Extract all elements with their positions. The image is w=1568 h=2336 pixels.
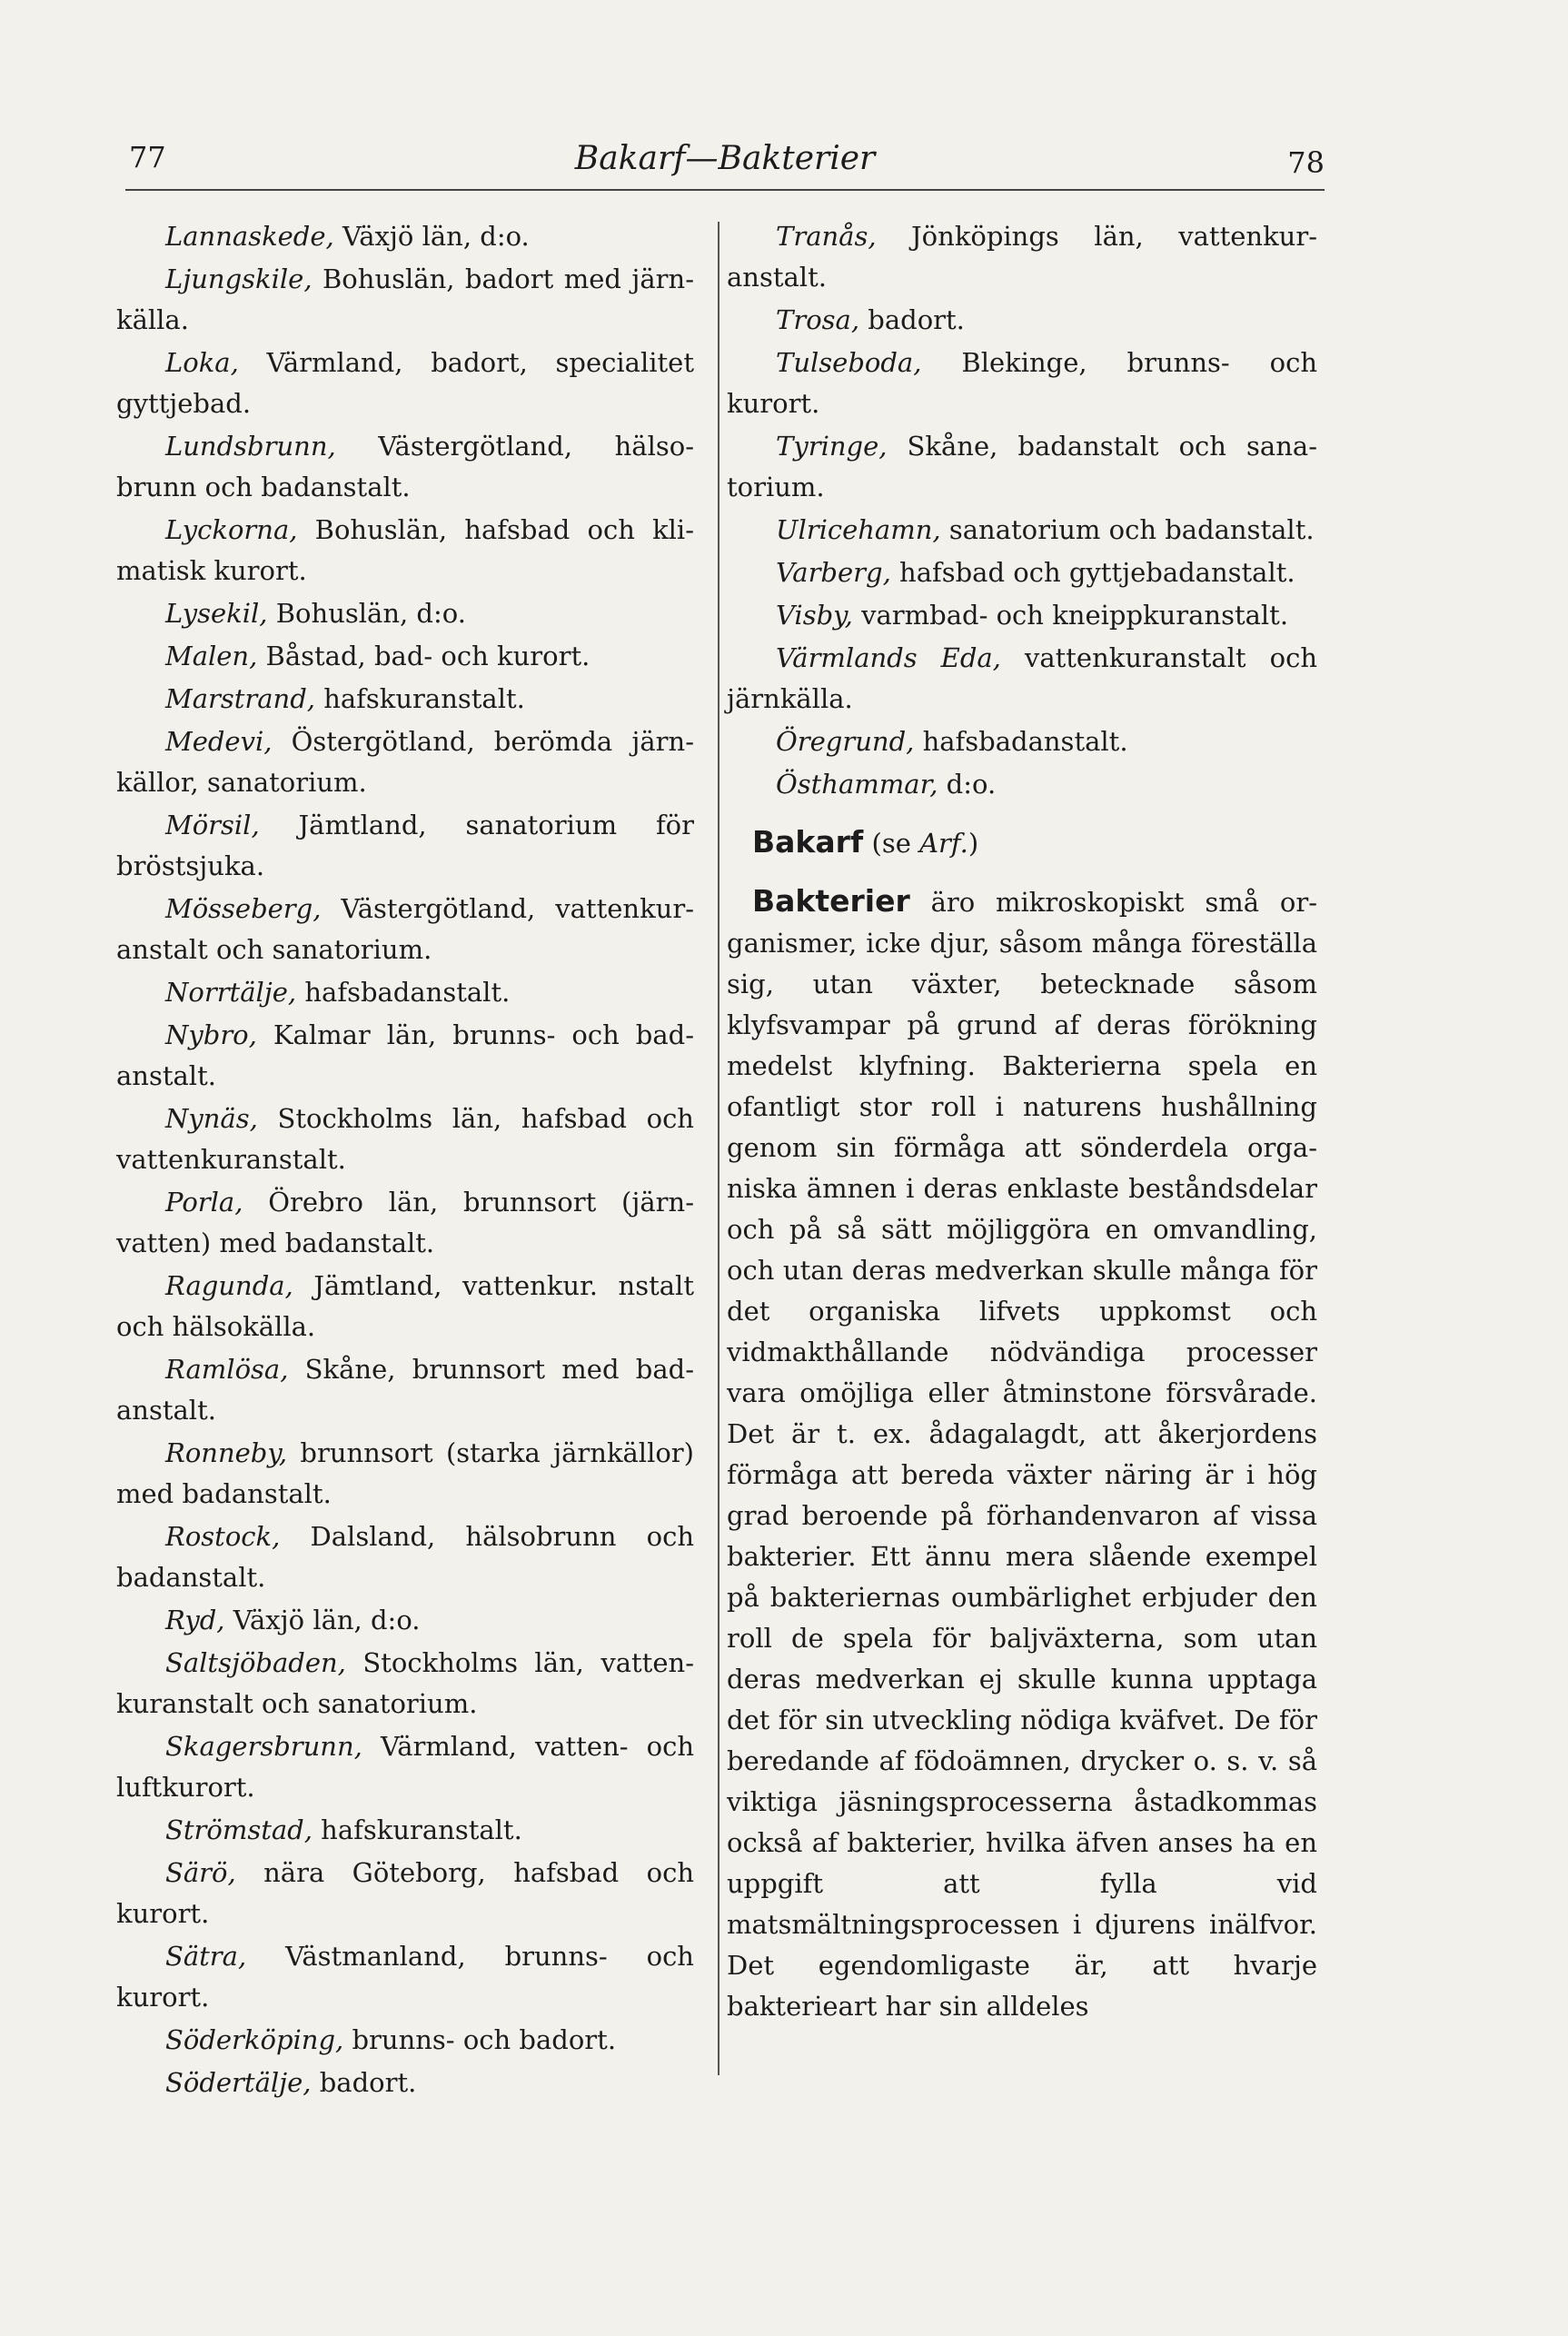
entry-name: Ragunda, bbox=[165, 1270, 293, 1301]
list-item bbox=[116, 1266, 694, 1347]
entry-name: Tranås, bbox=[776, 221, 877, 252]
entry-text: hafsbadanstalt. bbox=[296, 977, 511, 1008]
entry-name: Sätra, bbox=[165, 1941, 247, 1972]
list-item bbox=[116, 1015, 694, 1097]
list-item bbox=[116, 1433, 694, 1515]
entry-text: brunnsort (starka järnkällor) med badanstalt. bbox=[116, 1437, 694, 1509]
list-item bbox=[727, 300, 1317, 341]
list-item bbox=[116, 1600, 694, 1641]
entry-name: Loka, bbox=[165, 347, 239, 378]
list-item bbox=[727, 343, 1317, 424]
page-header bbox=[125, 136, 1325, 191]
page-number-right: 78 bbox=[1287, 145, 1325, 180]
entry-name: Porla, bbox=[165, 1187, 243, 1218]
entry-name: Visby, bbox=[776, 600, 853, 631]
list-item bbox=[116, 593, 694, 634]
entry-text: varmbad- och kneippkuranstalt. bbox=[852, 600, 1289, 631]
entry-text: Skåne, badanstalt och sanatorium. bbox=[727, 431, 1317, 502]
entry-name: Östhammar, bbox=[776, 769, 938, 800]
entry-text: Västmanland, brunns- och kurort. bbox=[116, 1941, 694, 2013]
entry-name: Lannaskede, bbox=[165, 221, 334, 252]
list-item bbox=[116, 679, 694, 720]
entry-name: Skagersbrunn, bbox=[165, 1731, 362, 1762]
entry-text: nära Göteborg, hafsbad och kurort. bbox=[116, 1857, 694, 1929]
entry-name: Söderköping, bbox=[165, 2024, 344, 2055]
entry-text: Jämtland, sanatorium för bröstsjuka. bbox=[116, 810, 694, 881]
entry-name: Trosa, bbox=[776, 304, 860, 335]
entry-name: Mörsil, bbox=[165, 810, 260, 840]
bakarf-pre: (se bbox=[863, 828, 920, 859]
list-item bbox=[116, 1810, 694, 1851]
list-item bbox=[116, 216, 694, 257]
entry-text: Västergötland, hälsobrunn och badanstalt. bbox=[116, 431, 694, 502]
entry-text: Båstad, bad- och kurort. bbox=[257, 641, 590, 671]
entry-name: Nynäs, bbox=[165, 1103, 258, 1134]
entry-text: Bohuslän, hafsbad och klimatisk kurort. bbox=[116, 514, 694, 586]
entry-text: hafsbadanstalt. bbox=[914, 726, 1128, 757]
list-item bbox=[116, 1936, 694, 2018]
list-item bbox=[116, 2020, 694, 2061]
header-rule bbox=[125, 189, 1325, 191]
entry-name: Mösseberg, bbox=[165, 893, 322, 924]
list-item bbox=[116, 972, 694, 1013]
entry-bakarf bbox=[727, 821, 1317, 864]
entry-text: d:o. bbox=[938, 769, 997, 800]
entry-text: hafskuranstalt. bbox=[312, 1814, 522, 1845]
list-item bbox=[727, 426, 1317, 508]
entry-text: Växjö län, d:o. bbox=[333, 221, 530, 252]
list-item bbox=[116, 510, 694, 591]
entry-text: Stockholms län, hafsbad och vattenkuranstalt. bbox=[116, 1103, 694, 1175]
entry-name: Tulseboda, bbox=[776, 347, 922, 378]
entry-text: Jämtland, vattenkur. nstalt och hälsokälla. bbox=[116, 1270, 694, 1342]
list-item bbox=[116, 805, 694, 887]
entry-text: badort. bbox=[311, 2067, 417, 2098]
entry-text: hafskuranstalt. bbox=[315, 683, 525, 714]
list-item bbox=[727, 638, 1317, 720]
list-item bbox=[116, 259, 694, 341]
entry-name: Lundsbrunn, bbox=[165, 431, 336, 462]
entry-name: Marstrand, bbox=[165, 683, 315, 714]
entry-name: Södertälje, bbox=[165, 2067, 312, 2098]
entry-name: Ramlösa, bbox=[165, 1354, 289, 1385]
list-item bbox=[116, 636, 694, 677]
entry-name: Ronneby, bbox=[165, 1437, 288, 1468]
entry-name: Lyckorna, bbox=[165, 514, 298, 545]
list-item bbox=[116, 1349, 694, 1431]
entry-text: Västergötland, vattenkuranstalt och sanatorium. bbox=[116, 893, 694, 965]
entry-text: Bohuslän, d:o. bbox=[267, 598, 466, 629]
list-item bbox=[116, 1516, 694, 1598]
list-item bbox=[727, 510, 1317, 551]
page-number-left: 77 bbox=[129, 140, 166, 174]
entry-text: Växjö län, d:o. bbox=[224, 1605, 421, 1635]
list-item bbox=[727, 595, 1317, 636]
entry-name: Öregrund, bbox=[776, 726, 915, 757]
list-item bbox=[116, 1182, 694, 1264]
list-item bbox=[116, 1726, 694, 1808]
entry-name: Nybro, bbox=[165, 1019, 257, 1050]
entry-name: Medevi, bbox=[165, 726, 273, 757]
list-item bbox=[116, 889, 694, 970]
right-column bbox=[727, 216, 1317, 2027]
entry-name: Rostock, bbox=[165, 1521, 281, 1552]
entry-text: Värmland, vatten- och luftkurort. bbox=[116, 1731, 694, 1803]
list-item bbox=[116, 721, 694, 803]
entry-text: Kalmar län, brunns- och badanstalt. bbox=[116, 1019, 694, 1091]
left-column bbox=[116, 216, 694, 2105]
running-title: Bakarf—Bakterier bbox=[574, 140, 876, 177]
entry-name: Varberg, bbox=[776, 557, 891, 588]
list-item bbox=[116, 2063, 694, 2103]
entry-text: Värmland, badort, specialitet gyttjebad. bbox=[116, 347, 694, 419]
entry-text: Skåne, brunnsort med badanstalt. bbox=[116, 1354, 694, 1426]
entry-name: Norrtälje, bbox=[165, 977, 297, 1008]
entry-text: Dalsland, hälsobrunn och badanstalt. bbox=[116, 1521, 694, 1593]
entry-text: Blekinge, brunns- och kurort. bbox=[727, 347, 1317, 419]
bakarf-crossref: Arf. bbox=[919, 828, 968, 859]
entry-name: Saltsjöbaden, bbox=[165, 1647, 346, 1678]
list-item bbox=[727, 552, 1317, 593]
headword-bakterier: Bakterier bbox=[752, 883, 910, 919]
entry-bakterier bbox=[727, 880, 1317, 2027]
entry-name: Malen, bbox=[165, 641, 258, 671]
list-item bbox=[116, 1853, 694, 1934]
entry-name: Strömstad, bbox=[165, 1814, 313, 1845]
entry-text: brunns- och badort. bbox=[343, 2024, 617, 2055]
entry-name: Ulricehamn, bbox=[776, 514, 941, 545]
list-item bbox=[116, 1098, 694, 1180]
entry-text: hafsbad och gyttjebadanstalt. bbox=[890, 557, 1295, 588]
entry-name: Ryd, bbox=[165, 1605, 225, 1635]
entry-text: Bohuslän, badort med järnkälla. bbox=[116, 263, 694, 335]
bakarf-post: ) bbox=[968, 828, 979, 859]
list-item bbox=[727, 764, 1317, 805]
headword-bakarf: Bakarf bbox=[752, 824, 864, 860]
entry-text: Örebro län, brunnsort (järnvatten) med badanstalt. bbox=[116, 1187, 694, 1258]
list-item bbox=[116, 1643, 694, 1725]
entry-text: Stockholms län, vattenkuranstalt och sanatorium. bbox=[116, 1647, 694, 1719]
entry-name: Tyringe, bbox=[776, 431, 888, 462]
entry-name: Lysekil, bbox=[165, 598, 268, 629]
list-item bbox=[116, 343, 694, 424]
right-entries bbox=[727, 216, 1317, 805]
entry-name: Värmlands Eda, bbox=[776, 642, 1001, 673]
entry-text: sanatorium och badanstalt. bbox=[940, 514, 1315, 545]
entry-name: Ljungskile, bbox=[165, 263, 313, 294]
entry-name: Särö, bbox=[165, 1857, 236, 1888]
list-item bbox=[727, 721, 1317, 762]
entry-text: vattenkuranstalt och järnkälla. bbox=[727, 642, 1317, 714]
entry-text: badort. bbox=[859, 304, 965, 335]
list-item bbox=[116, 426, 694, 508]
entry-text: Jönköpings län, vattenkuranstalt. bbox=[727, 221, 1317, 293]
entry-text: Östergötland, berömda järnkällor, sanatorium. bbox=[116, 726, 694, 798]
bakterier-text: äro mikroskopiskt små organismer, icke djur, såsom många föreställa sig, utan växter, betecknade såsom klyfsvampar på grund af deras förökning medelst klyfning. Bakterierna spela en ofantligt stor roll i naturens hushållning genom sin förmåga att sönderdela organiska ämnen i deras enklaste beståndsdelar och på så sätt möjliggöra en omvandling, och utan deras medverkan skulle många för det organiska lifvets uppkomst och vidmakthållande nödvändiga processer vara omöjliga eller åtminstone försvårade. Det är t. ex. ådagalagdt, att åkerjordens förmåga att bereda växter näring är i hög grad beroende på förhandenvaron af vissa bakterier. Ett ännu mera slående exempel på bakteriernas oumbärlighet erbjuder den roll de spela för baljväxterna, som utan deras medverkan ej skulle kunna upptaga det för sin utveckling nödiga kväfvet. De för beredande af födoämnen, drycker o. s. v. så viktiga jäsningsprocesserna åstadkommas också af bakterier, hvilka äfven anses ha en uppgift att fylla vid matsmältningsprocessen i djurens inälfvor. Det egendomligaste är, att hvarje bakterieart har sin alldeles bbox=[727, 887, 1317, 2022]
list-item bbox=[727, 216, 1317, 298]
column-divider bbox=[718, 222, 719, 2075]
